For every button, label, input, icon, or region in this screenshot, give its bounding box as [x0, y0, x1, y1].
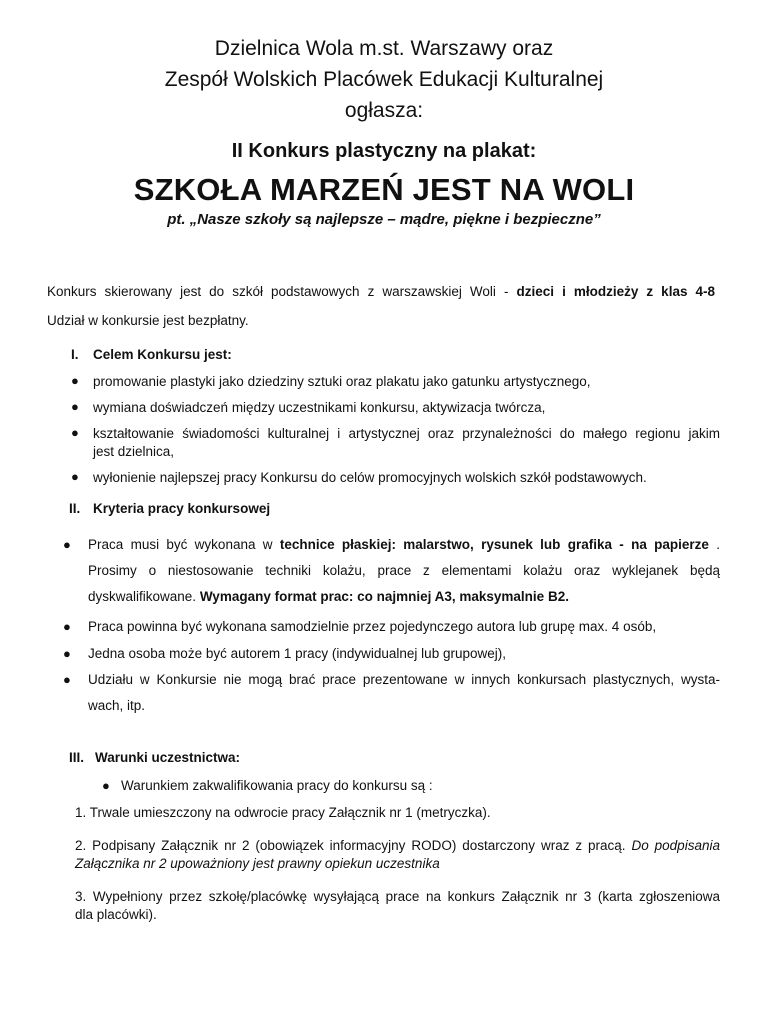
bullet-icon: ● [71, 469, 79, 484]
condition-1: 1. Trwale umieszczony na odwrocie pracy Załącznik nr 1 (metryczka). [75, 805, 491, 820]
section-1-item-4: wyłonienie najlepszej pracy Konkursu do celów promocyjnych wolskich szkół podstawowych. [93, 470, 647, 485]
section-1-item-3: kształtowanie świadomości kulturalnej i artystycznej oraz przynależności do małego regionu jakim [93, 426, 720, 441]
contest-heading: II Konkurs plastyczny na plakat: [231, 140, 537, 162]
contest-title: SZKOŁA MARZEŃ JEST NA WOLI [133, 172, 635, 207]
bullet-icon: ● [63, 619, 71, 634]
section-3-title: Warunki uczestnictwa: [95, 750, 241, 765]
section-2-item-1-line-2: Prosimy o niestosowanie techniki kolażu, prace z elementami kolażu oraz wyklejanek będą [88, 563, 720, 578]
item-format: Wymagany format prac: co najmniej A3, maksymalnie B2. [199, 589, 569, 604]
section-2-item-4-cont: wach, itp. [88, 698, 146, 713]
bullet-icon: ● [63, 672, 71, 687]
section-2-item-2: Praca powinna być wykonana samodzielnie przez pojedynczego autora lub grupę max. 4 osób, [88, 619, 657, 634]
bullet-icon: ● [71, 425, 79, 440]
section-3-number: III. [69, 750, 85, 765]
intro-target-group: dzieci i młodzieży z klas 4-8 [516, 284, 716, 299]
section-1-item-3-cont: jest dzielnica, [93, 444, 175, 459]
condition-note: Do podpisania [631, 838, 720, 853]
section-2-item-3: Jedna osoba może być autorem 1 pracy (indywidualnej lub grupowej), [88, 646, 506, 661]
bullet-icon: ● [71, 373, 79, 388]
bullet-icon: ● [63, 646, 71, 661]
condition-text: 2. Podpisany Załącznik nr 2 (obowiązek informacyjny RODO) dostarczony wraz z pracą. [75, 838, 626, 853]
item-technique: technice płaskiej: malarstwo, rysunek lub grafika - na papierze [279, 537, 709, 552]
header-line-1: Dzielnica Wola m.st. Warszawy oraz [214, 37, 554, 60]
section-1-item-2: wymiana doświadczeń między uczestnikami konkursu, aktywizacja twórcza, [93, 400, 546, 415]
section-2-number: II. [69, 501, 81, 516]
section-2-item-1-line-3 [88, 587, 569, 607]
item-text: dyskwalifikowane. [88, 589, 197, 604]
item-text: Praca musi być wykonana w [88, 537, 273, 552]
intro-text: Konkurs skierowany jest do szkół podstawowych z warszawskiej Woli - [47, 284, 509, 299]
intro-line-2: Udział w konkursie jest bezpłatny. [47, 313, 249, 328]
condition-3-cont: dla placówki). [75, 907, 157, 922]
condition-3: 3. Wypełniony przez szkołę/placówkę wysyłającą prace na konkurs Załącznik nr 3 (karta zgłoszeniowa [75, 889, 720, 904]
contest-subtitle: pt. „Nasze szkoły są najlepsze – mądre, piękne i bezpieczne” [167, 211, 601, 228]
section-1-item-1: promowanie plastyki jako dziedziny sztuki oraz plakatu jako gatunku artystycznego, [93, 374, 591, 389]
bullet-icon: ● [102, 778, 110, 793]
condition-2 [75, 836, 720, 856]
section-3-bullet: Warunkiem zakwalifikowania pracy do konkursu są : [121, 778, 433, 793]
header-line-3: ogłasza: [344, 99, 424, 122]
section-1-title: Celem Konkursu jest: [93, 347, 232, 362]
intro-line-1 [47, 282, 715, 302]
section-2-item-1 [88, 535, 720, 555]
section-2-item-4: Udziału w Konkursie nie mogą brać prace prezentowane w innych konkursach plastycznych, wysta- [88, 672, 720, 687]
condition-2-cont: Załącznika nr 2 upoważniony jest prawny opiekun uczestnika [75, 856, 440, 871]
header-line-2: Zespół Wolskich Placówek Edukacji Kulturalnej [164, 68, 604, 91]
section-2-title: Kryteria pracy konkursowej [93, 501, 271, 516]
bullet-icon: ● [71, 399, 79, 414]
item-text: . [716, 537, 720, 552]
bullet-icon: ● [63, 537, 71, 552]
section-1-number: I. [71, 347, 79, 362]
